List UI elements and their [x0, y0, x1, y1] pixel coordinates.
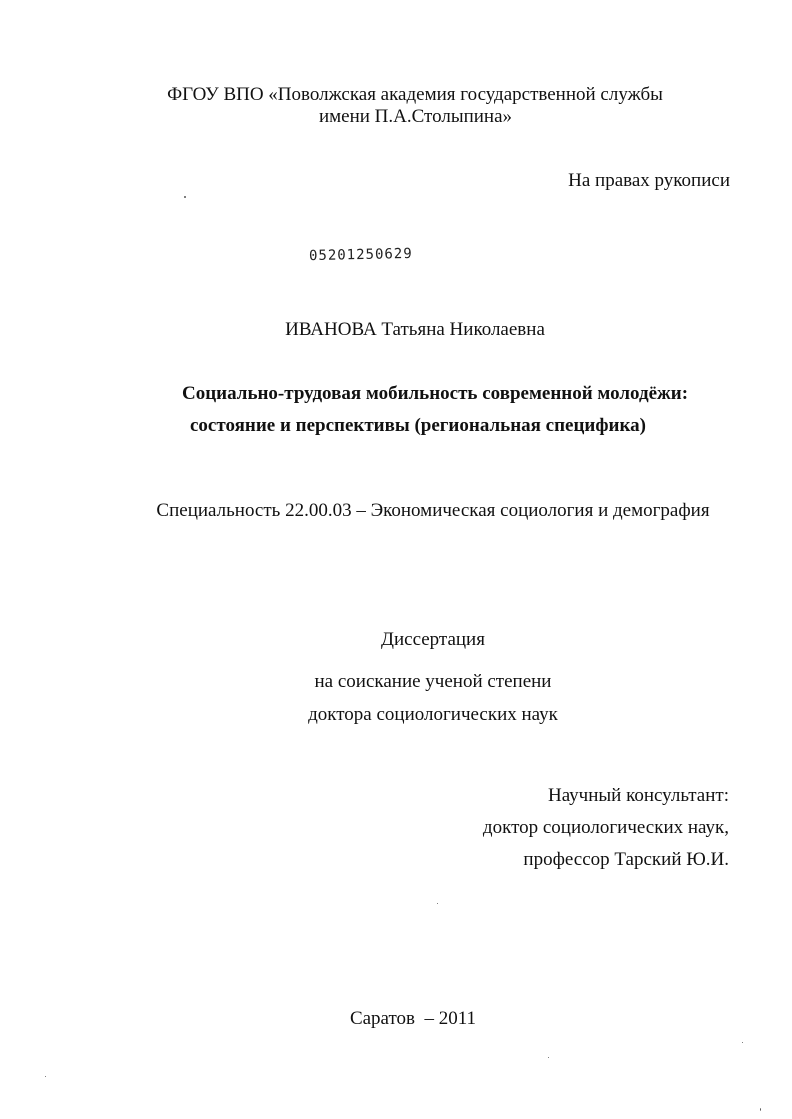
degree-purpose-line-2: доктора социологических наук	[308, 704, 558, 725]
city-year: Саратов – 2011	[349, 1008, 477, 1029]
manuscript-rights-note: На правах рукописи	[568, 170, 730, 191]
scan-speck	[45, 1076, 46, 1077]
registration-number-stamp: 05201250629	[308, 245, 413, 265]
author-name: ИВАНОВА Татьяна Николаевна	[285, 319, 545, 340]
specialty-line: Специальность 22.00.03 – Экономическая социология и демография	[156, 500, 710, 521]
advisor-label: Научный консультант:	[547, 785, 729, 806]
scan-speck	[742, 1042, 743, 1043]
advisor-name: профессор Тарский Ю.И.	[523, 849, 729, 870]
dissertation-title-line-1: Социально-трудовая мобильность современной молодёжи:	[182, 383, 689, 404]
advisor-degree: доктор социологических наук,	[482, 817, 729, 838]
scan-speck	[760, 1108, 761, 1111]
dissertation-title-line-2: состояние и перспективы (региональная специфика)	[190, 415, 646, 436]
organization-line-2: имени П.А.Столыпина»	[318, 106, 513, 127]
scan-speck	[437, 903, 438, 904]
scan-speck	[184, 196, 186, 198]
degree-purpose-line-1: на соискание ученой степени	[314, 671, 552, 692]
work-type-label: Диссертация	[381, 629, 485, 650]
scan-speck	[548, 1057, 549, 1058]
organization-line-1: ФГОУ ВПО «Поволжская академия государственной службы	[167, 84, 663, 105]
